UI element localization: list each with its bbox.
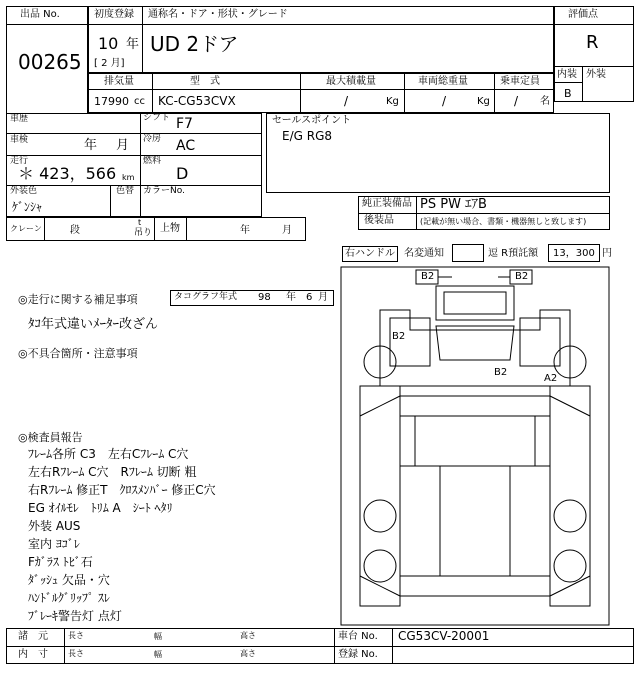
recycle-deposit-label: 逗 R預託額: [488, 248, 539, 259]
capacity-value: /: [514, 94, 519, 108]
report-line: ﾌﾞﾚｰｷ警告灯 点灯: [28, 609, 122, 623]
sales-point-label: セールスポイント: [272, 115, 352, 126]
interior-width: 幅: [154, 650, 162, 659]
equipment-value: PS PW ｴｱB: [420, 197, 487, 212]
tacho-year: 98: [258, 292, 271, 303]
gross-weight-label: 車両総重量: [418, 76, 468, 87]
displacement-label: 排気量: [104, 76, 134, 87]
displacement-value: 17990: [94, 95, 129, 108]
gross-weight-unit: Kg: [477, 96, 490, 107]
crane-row: [6, 217, 306, 241]
mileage-unit: km: [122, 173, 135, 182]
report-line: ﾊﾝﾄﾞﾙｸﾞﾘｯﾌﾟ ｽﾚ: [28, 591, 110, 605]
shift-value: F7: [176, 116, 193, 132]
tacho-month: 6: [306, 292, 313, 303]
capacity-unit: 名: [540, 96, 550, 107]
fuel-label: 燃料: [143, 156, 162, 166]
dims-height: 高さ: [240, 631, 256, 640]
crane-hang: 吊り: [134, 228, 153, 238]
capacity-label: 乗車定員: [500, 76, 540, 87]
model-name: UD 2ドア: [150, 32, 239, 56]
damage-mark-b2-cab: B2: [392, 331, 406, 342]
max-load-label: 最大積載量: [326, 76, 376, 87]
dims-length: 長さ: [68, 631, 84, 640]
damage-mark-b2-body: B2: [494, 367, 508, 378]
report-line: 外装 AUS: [28, 519, 81, 533]
truck-diagram: [340, 266, 610, 626]
color-value: ｹﾞﾝｼｬ: [12, 200, 43, 214]
mileage-value: ＊ 423，566: [18, 164, 117, 183]
aftermarket-label: 後装品: [364, 215, 394, 226]
inspection-month: 月: [116, 138, 130, 153]
report-line: 左右Rﾌﾚｰﾑ C穴 Rﾌﾚｰﾑ 切断 粗: [28, 465, 197, 479]
crane-label: クレーン: [10, 224, 42, 233]
equipment-label: 純正装備品: [362, 198, 412, 209]
report-line: ﾀﾞｯｼｭ 欠品・穴: [28, 573, 110, 587]
fuel-value: D: [176, 164, 189, 183]
report-line: 室内 ﾖｺﾞﾚ: [28, 537, 80, 551]
tacho-month-unit: 月: [318, 292, 328, 303]
displacement-unit: cc: [134, 96, 145, 107]
interior-length: 長さ: [68, 649, 84, 658]
chassis-number: CG53CV-20001: [398, 629, 490, 643]
upper-label: 上物: [160, 223, 180, 234]
mileage-label: 走行: [10, 156, 29, 166]
exterior-score-label: 外装: [586, 69, 606, 80]
crane-ton: t: [138, 218, 142, 227]
inspection-year: 年: [84, 138, 98, 153]
tacho-label: タコグラフ年式: [174, 292, 238, 302]
max-load-unit: Kg: [386, 96, 399, 107]
interior-score: B: [564, 87, 572, 100]
sales-point-value: E/G RG8: [282, 129, 333, 143]
name-label: 通称名・ドア・形状・グレード: [148, 9, 288, 20]
rhd-label: 右ハンドル: [345, 248, 395, 259]
gross-weight-value: /: [442, 94, 447, 108]
shift-label: シフト: [143, 113, 171, 123]
aftermarket-note: (記載が無い場合、書類・機器無しと致します): [420, 217, 587, 226]
odo-change-box: [452, 244, 484, 262]
ac-value: AC: [176, 138, 196, 154]
report-line: ﾌﾚｰﾑ各所 C3 左右Cﾌﾚｰﾑ C穴: [28, 447, 189, 461]
first-reg-label: 初度登録: [94, 9, 134, 20]
dims-width: 幅: [154, 632, 162, 641]
odo-change-label: 名変通知: [404, 248, 444, 259]
color-label: 外装色: [10, 186, 38, 196]
defect-title: ◎不具合箇所・注意事項: [18, 347, 138, 360]
damage-mark-b2-right-mirror: B2: [515, 271, 529, 282]
report-line: Fｶﾞﾗｽ ﾄﾋﾞ石: [28, 555, 93, 569]
interior-score-label: 内装: [557, 69, 577, 80]
note-title: ◎走行に関する補足事項: [18, 293, 138, 306]
inspection-label: 車検: [10, 135, 29, 145]
note-text: ﾀｺ年式違いﾒｰﾀｰ改ざん: [28, 317, 159, 332]
model-label: 型 式: [190, 76, 220, 87]
max-load-value: /: [344, 94, 349, 108]
color-number-label: カラーNo.: [143, 186, 185, 196]
ac-label: 冷房: [143, 134, 162, 144]
color-change-label: 色替: [116, 186, 135, 196]
lot-number: 00265: [18, 50, 82, 74]
upper-month: 月: [282, 225, 292, 236]
report-line: EG ｵｲﾙﾓﾚ ﾄﾘﾑ A ｼｰﾄ ﾍﾀﾘ: [28, 501, 173, 515]
deposit-value: 13，300: [553, 248, 595, 259]
history-label: 車歴: [10, 114, 29, 124]
damage-mark-b2-left-mirror: B2: [421, 271, 435, 282]
reg-year: 10: [98, 34, 119, 53]
score-value: R: [586, 32, 599, 53]
damage-mark-a2: A2: [544, 373, 558, 384]
chassis-label: 車台 No.: [338, 631, 378, 642]
inspector-title: ◎検査員報告: [18, 431, 83, 444]
reg-year-unit: 年: [126, 37, 140, 52]
upper-year: 年: [240, 225, 250, 236]
interior-dims-label: 内 寸: [18, 649, 48, 660]
lot-label: 出品 No.: [20, 9, 60, 20]
dims-label: 諸 元: [18, 631, 48, 642]
interior-height: 高さ: [240, 649, 256, 658]
score-label: 評価点: [568, 9, 598, 20]
tacho-year-unit: 年: [286, 292, 296, 303]
registration-label: 登録 No.: [338, 649, 378, 660]
crane-stage: 段: [70, 225, 80, 236]
report-line: 右Rﾌﾚｰﾑ 修正T ｸﾛｽﾒﾝﾊﾞｰ 修正C穴: [28, 483, 216, 497]
reg-month: [ 2 月]: [94, 58, 125, 69]
model-code: KC-CG53CVX: [158, 94, 236, 108]
yen-unit: 円: [602, 248, 612, 259]
